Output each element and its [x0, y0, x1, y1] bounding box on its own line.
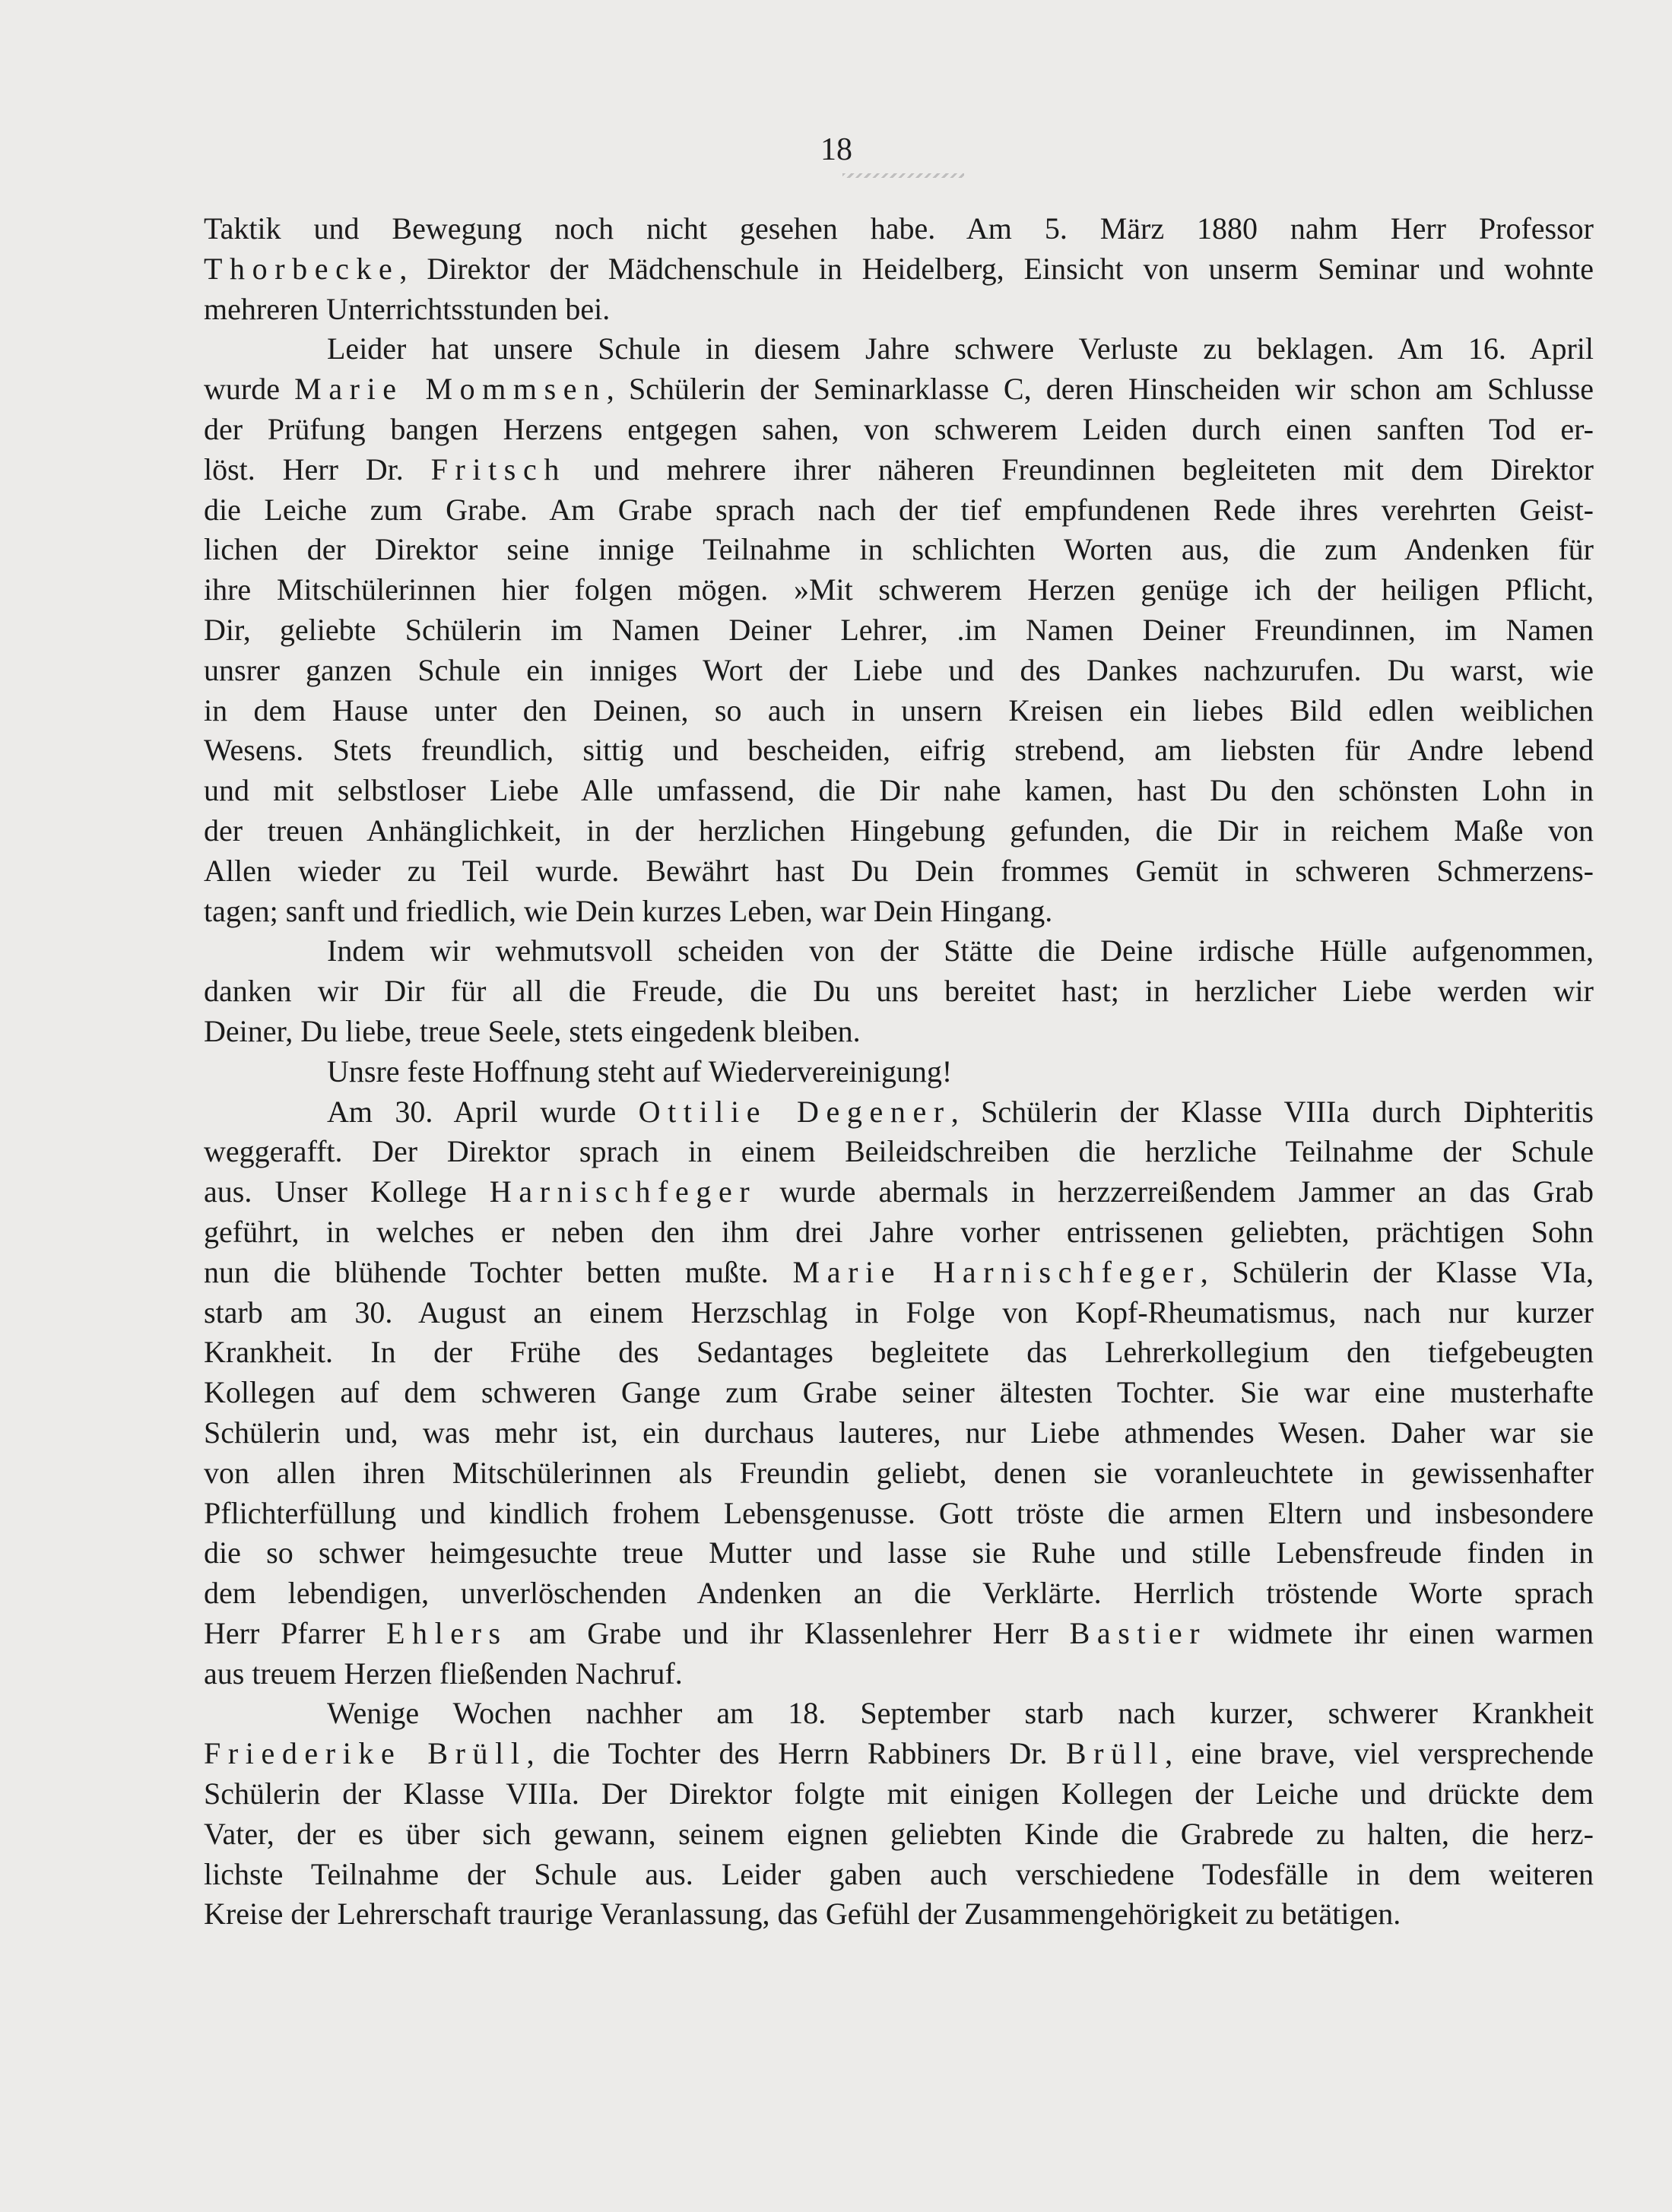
text-run: Allen wieder zu Teil wurde. Bewährt hast Du Dein frommes Gemüt in schweren Schmerzens- [204, 853, 1594, 888]
text-line [204, 1774, 1594, 1814]
text-line [204, 851, 1594, 892]
text-run: und mehrere ihrer näheren Freundinnen begleiteten mit dem Direktor [566, 452, 1594, 486]
text-run: wurde [204, 372, 295, 407]
text-run: wurde abermals in herzzerreißendem Jammer an das Grab [757, 1174, 1594, 1209]
text-line [204, 1253, 1594, 1293]
page-number-ornament [842, 173, 964, 178]
text-run: , Schülerin der Klasse VIa, [1200, 1254, 1594, 1289]
text-line [204, 570, 1594, 610]
text-line [204, 1654, 1594, 1694]
text-run: ihre Mitschülerinnen hier folgen mögen. »Mit schwerem Herzen genüge ich der heiligen Pflicht, [204, 572, 1594, 607]
text-line [204, 1012, 1594, 1052]
text-run: dem lebendigen, unverlöschenden Andenken an die Verklärte. Herrlich tröstende Worte sprach [204, 1576, 1594, 1611]
text-line [204, 530, 1594, 570]
text-line [204, 1533, 1594, 1573]
text-line [204, 771, 1594, 811]
text-run: und mit selbstloser Liebe Alle umfassend, die Dir nahe kamen, hast Du den schönsten Lohn in [204, 773, 1594, 808]
text-line [204, 1373, 1594, 1413]
text-run: der treuen Anhänglichkeit, in der herzlichen Hingebung gefunden, die Dir in reichem Maße von [204, 813, 1594, 848]
text-line [204, 1453, 1594, 1494]
text-run: Herr Pfarrer [204, 1615, 386, 1650]
text-run: aus. Unser Kollege [204, 1174, 490, 1209]
text-line [204, 730, 1594, 771]
spaced-name: Bastier [1069, 1615, 1207, 1650]
text-line [204, 1573, 1594, 1614]
spaced-name: Friederike Brüll [204, 1736, 527, 1771]
text-run: Indem wir wehmutsvoll scheiden von der Stätte die Deine irdische Hülle aufgenommen, [327, 933, 1594, 968]
text-run: widmete ihr einen warmen [1207, 1615, 1594, 1650]
text-line [204, 329, 1594, 369]
text-run: nun die blühende Tochter betten mußte. [204, 1254, 793, 1289]
text-run: Wesens. Stets freundlich, sittig und bescheiden, eifrig strebend, am liebsten für Andre lebend [204, 733, 1594, 768]
text-run: die Leiche zum Grabe. Am Grabe sprach nach der tief empfundenen Rede ihres verehrten Geist- [204, 492, 1594, 527]
text-run: Unsre feste Hoffnung steht auf Wiedervereinigung! [327, 1054, 953, 1089]
text-run: lichen der Direktor seine innige Teilnahme in schlichten Worten aus, die zum Andenken für [204, 532, 1594, 567]
text-line [204, 369, 1594, 410]
text-run: , Schülerin der Klasse VIIIa durch Diphteritis [950, 1094, 1594, 1129]
text-line [204, 1212, 1594, 1253]
text-run: , Schülerin der Seminarklasse C, deren Hinscheiden wir schon am Schlusse [606, 372, 1594, 407]
text-run: Wenige Wochen nachher am 18. September starb nach kurzer, schwerer Krankheit [327, 1696, 1594, 1731]
text-run: starb am 30. August an einem Herzschlag in Folge von Kopf-Rheumatismus, nach nur kurzer [204, 1295, 1594, 1329]
text-line [204, 1413, 1594, 1453]
spaced-name: Thorbecke [204, 251, 400, 286]
text-run: Krankheit. In der Frühe des Sedantages begleitete das Lehrerkollegium den tiefgebeugten [204, 1335, 1594, 1370]
text-run: , die Tochter des Herrn Rabbiners Dr. [526, 1736, 1066, 1771]
text-run: von allen ihren Mitschülerinnen als Freundin geliebt, denen sie voranleuchtete in gewissenhafter [204, 1455, 1594, 1490]
text-line [204, 610, 1594, 651]
spaced-name: Marie Mommsen [294, 372, 607, 407]
spaced-name: Ehlers [385, 1615, 508, 1650]
text-run: Deiner, Du liebe, treue Seele, stets eingedenk bleiben. [204, 1013, 861, 1048]
text-line [204, 1734, 1594, 1774]
page-number: 18 [820, 132, 852, 167]
text-run: mehreren Unterrichtsstunden bei. [204, 291, 611, 326]
text-line [204, 249, 1594, 290]
text-line [204, 691, 1594, 731]
text-line [204, 1172, 1594, 1212]
text-line [204, 1092, 1594, 1133]
body-text [204, 209, 1594, 1935]
text-run: , eine brave, viel versprechende [1165, 1736, 1594, 1771]
paragraph-2 [204, 329, 1594, 931]
text-line [204, 1052, 1594, 1092]
text-run: tagen; sanft und friedlich, wie Dein kurzes Leben, war Dein Hingang. [204, 893, 1053, 928]
text-run: Kreise der Lehrerschaft traurige Veranlassung, das Gefühl der Zusammengehörigkeit zu betätigen. [204, 1897, 1401, 1932]
text-run: löst. Herr Dr. [204, 452, 431, 486]
text-line [204, 931, 1594, 971]
text-run: weggerafft. Der Direktor sprach in einem Beileidschreiben die herzliche Teilnahme der Schule [204, 1134, 1594, 1169]
paragraph-5 [204, 1092, 1594, 1694]
paragraph-3 [204, 931, 1594, 1051]
text-run: aus treuem Herzen fließenden Nachruf. [204, 1656, 683, 1691]
text-run: Taktik und Bewegung noch nicht gesehen habe. Am 5. März 1880 nahm Herr Professor [204, 211, 1594, 246]
text-run: Vater, der es über sich gewann, seinem eignen geliebten Kinde die Grabrede zu halten, die herz- [204, 1816, 1594, 1851]
text-line [204, 1894, 1594, 1935]
text-run: Dir, geliebte Schülerin im Namen Deiner Lehrer, .im Namen Deiner Freundinnen, im Namen [204, 612, 1594, 647]
spaced-name: Marie Harnischfeger [792, 1254, 1201, 1289]
text-run: in dem Hause unter den Deinen, so auch in unsern Kreisen ein liebes Bild edlen weiblichen [204, 692, 1594, 727]
text-run: am Grabe und ihr Klassenlehrer Herr [507, 1615, 1070, 1650]
text-line [204, 1293, 1594, 1333]
paragraph-4 [204, 1052, 1594, 1092]
text-line [204, 1814, 1594, 1855]
text-line [204, 811, 1594, 851]
text-line [204, 971, 1594, 1012]
text-run: Am 30. April wurde [327, 1094, 639, 1129]
text-line [204, 1132, 1594, 1172]
text-run: Pflichterfüllung und kindlich frohem Lebensgenusse. Gott tröste die armen Eltern und insbesondere [204, 1495, 1594, 1530]
text-line [204, 1494, 1594, 1534]
text-line [204, 1694, 1594, 1734]
text-line [204, 892, 1594, 932]
text-run: , Direktor der Mädchenschule in Heidelberg, Einsicht von unserm Seminar und wohnte [399, 251, 1594, 286]
text-run: Schülerin der Klasse VIIIa. Der Direktor folgte mit einigen Kollegen der Leiche und drückte dem [204, 1776, 1594, 1811]
text-line [204, 490, 1594, 531]
text-run: Schülerin und, was mehr ist, ein durchaus lauteres, nur Liebe athmendes Wesen. Daher war sie [204, 1415, 1594, 1450]
text-run: Leider hat unsere Schule in diesem Jahre schwere Verluste zu beklagen. Am 16. April [327, 331, 1594, 366]
text-run: danken wir Dir für all die Freude, die Du uns bereitet hast; in herzlicher Liebe werden wir [204, 974, 1594, 1009]
text-line [204, 209, 1594, 249]
text-run: lichste Teilnahme der Schule aus. Leider gaben auch verschiedene Todesfälle in dem weiteren [204, 1856, 1594, 1891]
text-run: der Prüfung bangen Herzens entgegen sahen, von schwerem Leiden durch einen sanften Tod er- [204, 411, 1594, 446]
paragraph-6 [204, 1694, 1594, 1935]
text-line [204, 290, 1594, 330]
text-run: die so schwer heimgesuchte treue Mutter und lasse sie Ruhe und stille Lebensfreude finden in [204, 1535, 1594, 1570]
spaced-name: Fritsch [430, 452, 566, 486]
text-line [204, 1855, 1594, 1895]
paragraph-1 [204, 209, 1594, 329]
text-line [204, 1333, 1594, 1373]
text-run: geführt, in welches er neben den ihm drei Jahre vorher entrissenen geliebten, prächtigen Sohn [204, 1214, 1594, 1249]
text-run: unsrer ganzen Schule ein inniges Wort der Liebe und des Dankes nachzurufen. Du warst, wie [204, 652, 1594, 687]
text-line [204, 1614, 1594, 1654]
spaced-name: Brüll [1065, 1736, 1166, 1771]
spaced-name: Ottilie Degener [638, 1094, 951, 1129]
text-run: Kollegen auf dem schweren Gange zum Grabe seiner ältesten Tochter. Sie war eine musterhafte [204, 1375, 1594, 1410]
spaced-name: Harnischfeger [489, 1174, 757, 1209]
text-line [204, 410, 1594, 450]
text-line [204, 450, 1594, 490]
text-line [204, 651, 1594, 691]
